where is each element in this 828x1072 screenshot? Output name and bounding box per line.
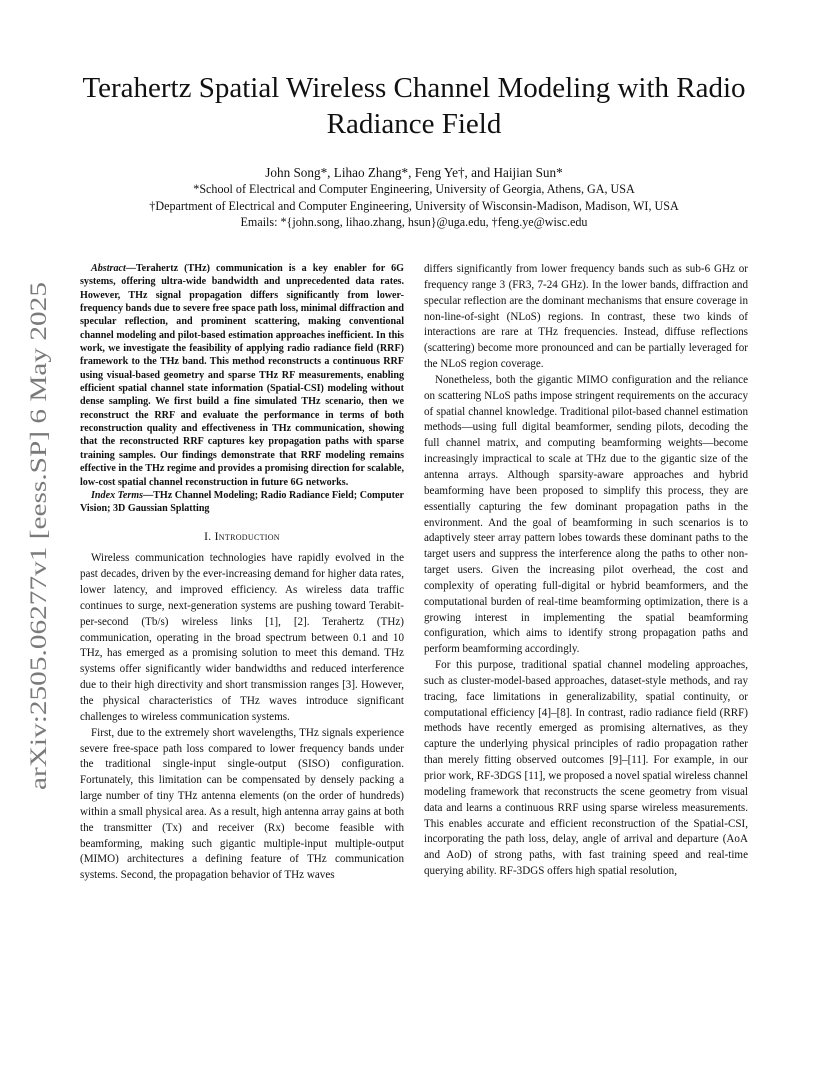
author-list: John Song*, Lihao Zhang*, Feng Ye†, and Haijian Sun* [265, 165, 563, 180]
arxiv-stamp [22, 280, 52, 790]
author-emails: Emails: *{john.song, lihao.zhang, hsun}@uga.edu, †feng.ye@wisc.edu [240, 215, 588, 229]
body-paragraph: For this purpose, traditional spatial channel modeling approaches, such as cluster-model-based approaches, dataset-style methods, and ray tracing, face limitations in generalizability, spatial continuity, or computational efficiency [4]–[8]. In contrast, radio radiance field (RRF) methods have recently emerged as promising alternatives, as they capture the underlying physical principles of radio propagation rather than merely fitting observed outcomes [9]–[11]. For example, in our prior work, RF-3DGS [11], we proposed a novel spatial wireless channel modeling framework that reconstructs the scene geometry from visual data and learns a continuous RRF using sparse wireless measurements. This enables accurate and efficient reconstruction of the Spatial-CSI, incorporating the path loss, delay, angle of arrival and departure (AoA and AoD) of strong paths, with fast training speed and real-time querying ability. RF-3DGS offers high spatial resolution, [424, 659, 748, 878]
paper-title: Terahertz Spatial Wireless Channel Modeling with Radio Radiance Field [82, 72, 746, 140]
affiliation-1: *School of Electrical and Computer Engineering, University of Georgia, Athens, GA, USA [193, 182, 635, 196]
left-column [80, 262, 404, 884]
body-paragraph: differs significantly from lower frequency bands such as sub-6 GHz or frequency range 3 (FR3, 7-24 GHz). In the lower bands, diffraction and specular reflection are the dominant mechanisms that ensure coverage in non-line-of-sight (NLoS) regions. In contrast, these two kinds of interactions are rare at THz frequencies. Instead, diffuse reflections (scattering) become more pronounced and can be partially leveraged for the NLoS region coverage. [424, 263, 748, 371]
abstract [80, 262, 404, 489]
body-paragraph: First, due to the extremely short wavelengths, THz signals experience severe free-space path loss compared to lower frequency bands under the traditional single-input single-output (SISO) configuration. Fortunately, this limitation can be compensated by densely packing a large number of tiny THz antenna elements (on the order of hundreds) within a small physical area. As a result, high antenna array gains at both the transmitter (Tx) and receiver (Rx) become feasible with beamforming, making such gigantic multiple-input multiple-output (MIMO) architectures a defining feature of THz communication systems. Second, the propagation behavior of THz waves [80, 726, 404, 882]
section-heading: I. Introduction [204, 529, 280, 543]
body-paragraph: Nonetheless, both the gigantic MIMO configuration and the reliance on scattering NLoS paths impose stringent requirements on the accuracy of spatial channel knowledge. Traditional pilot-based channel estimation methods—using full digital beamformer, sending pilots, decoding the full channel matrix, and computing beamforming weights—become increasingly impractical to scale at THz due to the gigantic size of the antenna arrays. Although sparsity-aware approaches and hybrid beamforming have been proposed to simplify this process, they are essentially capturing the few dominant propagation paths in the environment. And the goal of beamforming in such scenarios is to adaptively steer array pattern lobes towards these dominant paths to the target users and suppress the interference along the paths to other non-target users. Given the increasing pilot overhead, the cost and complexity of operating full-digital or hybrid beamformers, and the computational burden of real-time beamforming optimization, there is a growing interest in implementing the spatial beamforming configuration, which aims to identify strong propagation paths and perform beamforming accordingly. [424, 373, 748, 656]
abstract-label: Abstract [91, 263, 126, 274]
index-terms-label: Index Terms [91, 489, 144, 501]
index-terms [80, 489, 404, 516]
right-column [424, 262, 748, 880]
abstract-text: —Terahertz (THz) communication is a key enabler for 6G systems, offering ultra-wide bandwidth and unprecedented data rates. However, THz signal propagation differs significantly from lower-frequency bands due to severe free space path loss, minimal diffraction and specular reflection, and prominent scattering, making conventional channel modeling and pilot-based estimation approaches inefficient. In this work, we investigate the feasibility of applying radio radiance field (RRF) framework to the THz band. This method reconstructs a continuous RRF using visual-based geometry and sparse THz RF measurements, enabling efficient spatial channel state information (Spatial-CSI) modeling without dense sampling. We first build a fine simulated THz scenario, then we reconstruct the RRF and evaluate the performance in terms of both reconstruction quality and effectiveness in THz communication, showing that the reconstructed RRF captures key propagation paths with sparse training samples. Our findings demonstrate that RRF modeling remains effective in the THz regime and provides a promising direction for scalable, low-cost spatial channel reconstruction in future 6G networks. [80, 263, 404, 488]
index-terms-text: —THz Channel Modeling; Radio Radiance Field; Computer Vision; 3D Gaussian Splatting [80, 489, 404, 515]
arxiv-stamp-text: arXiv:2505.06277v1 [eess.SP] 6 May 2025 [26, 391, 51, 790]
affiliation-2: †Department of Electrical and Computer Engineering, University of Wisconsin-Madison, Madison, WI, USA [149, 199, 679, 213]
body-paragraph: Wireless communication technologies have rapidly evolved in the past decades, driven by the ever-increasing demand for higher data rates, lower latency, and improved efficiency. As wireless data traffic continues to surge, next-generation systems are pushing toward Terabit-per-second (Tb/s) wireless links [1], [2]. Terahertz (THz) communication, operating in the broad spectrum between 0.1 and 10 THz, has emerged as a promising solution to meet this demand. THz systems offer significantly wider bandwidths and reduced interference due to their high directivity and short transmission ranges [3]. However, the physical characteristics of THz waves introduce significant challenges to wireless communication systems. [80, 552, 404, 723]
